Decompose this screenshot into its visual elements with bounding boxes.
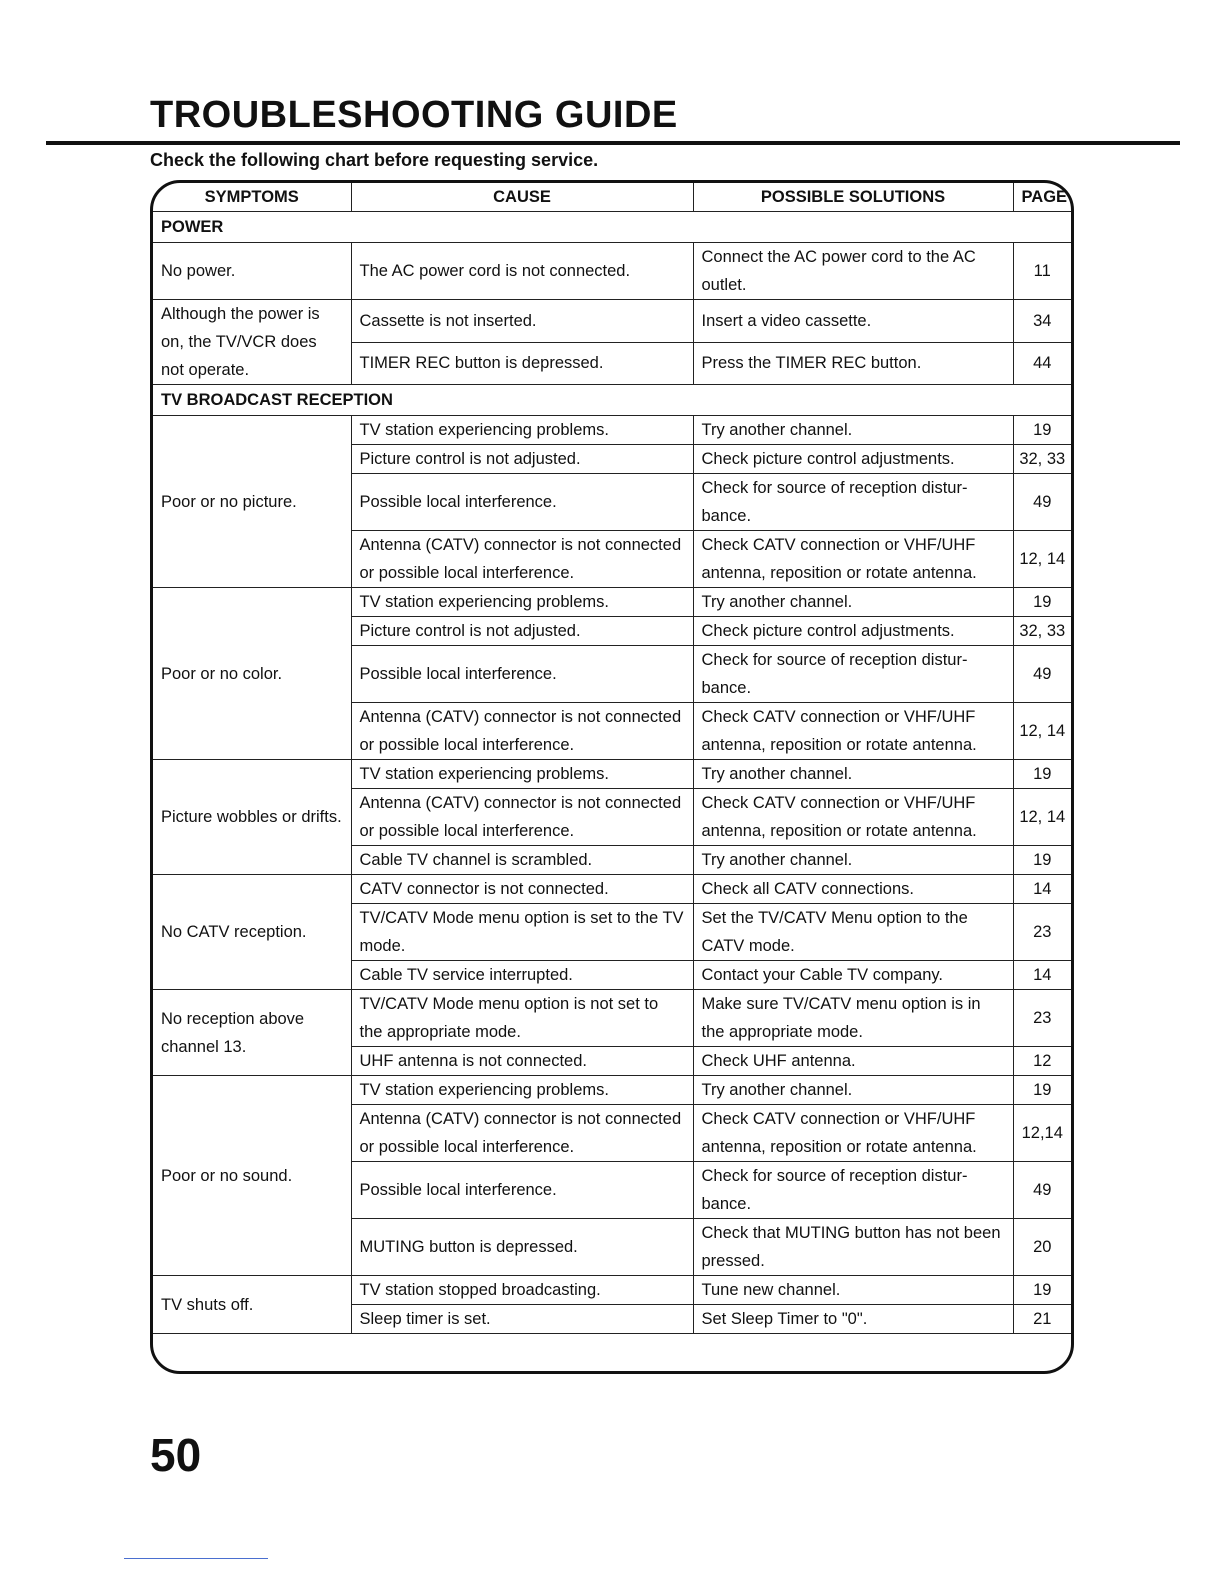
solution-cell: Tune new channel. <box>693 1276 1013 1305</box>
solution-cell: Try another channel. <box>693 1076 1013 1105</box>
symptom-cell: No reception above channel 13. <box>153 990 351 1076</box>
page-number: 50 <box>150 1429 202 1481</box>
solution-cell: Check picture control adjustments. <box>693 445 1013 474</box>
cause-cell: Cassette is not inserted. <box>351 300 693 343</box>
table-row <box>153 300 1071 343</box>
solution-cell: Press the TIMER REC button. <box>693 342 1013 385</box>
page-ref-cell: 20 <box>1013 1219 1071 1276</box>
solution-cell: Try another channel. <box>693 846 1013 875</box>
section-row <box>153 212 1071 243</box>
table-row <box>153 243 1071 300</box>
cause-cell: TV station experiencing problems. <box>351 588 693 617</box>
cause-cell: Antenna (CATV) connector is not connected or possible local interference. <box>351 531 693 588</box>
section-title: POWER <box>153 212 1071 243</box>
solution-cell: Try another channel. <box>693 588 1013 617</box>
solution-cell: Set Sleep Timer to "0". <box>693 1305 1013 1334</box>
header-solutions: POSSIBLE SOLUTIONS <box>693 183 1013 212</box>
symptom-cell: Although the power is on, the TV/VCR does not operate. <box>153 300 351 385</box>
header-symptoms: SYMPTOMS <box>153 183 351 212</box>
symptom-cell: TV shuts off. <box>153 1276 351 1334</box>
table-row <box>153 760 1071 789</box>
solution-cell: Try another channel. <box>693 760 1013 789</box>
page-ref-cell: 19 <box>1013 760 1071 789</box>
symptom-cell: No power. <box>153 243 351 300</box>
solution-cell: Check UHF antenna. <box>693 1047 1013 1076</box>
cause-cell: Picture control is not adjusted. <box>351 617 693 646</box>
troubleshooting-table <box>153 183 1071 1334</box>
solution-cell: Check for source of reception distur- bance. <box>693 1162 1013 1219</box>
page-ref-cell: 19 <box>1013 1276 1071 1305</box>
solution-cell: Check CATV connection or VHF/UHF antenna, reposition or rotate antenna. <box>693 1105 1013 1162</box>
table-row <box>153 416 1071 445</box>
cause-cell: Possible local interference. <box>351 1162 693 1219</box>
page-ref-cell: 19 <box>1013 846 1071 875</box>
cause-cell: TV station experiencing problems. <box>351 416 693 445</box>
solution-cell: Connect the AC power cord to the AC outlet. <box>693 243 1013 300</box>
header-page: PAGE <box>1013 183 1071 212</box>
solution-cell: Check that MUTING button has not been pressed. <box>693 1219 1013 1276</box>
page-ref-cell: 49 <box>1013 474 1071 531</box>
cause-cell: UHF antenna is not connected. <box>351 1047 693 1076</box>
cause-cell: Cable TV service interrupted. <box>351 961 693 990</box>
cause-cell: TIMER REC button is depressed. <box>351 342 693 385</box>
page-ref-cell: 12 <box>1013 1047 1071 1076</box>
cause-cell: TV/CATV Mode menu option is set to the TV mode. <box>351 904 693 961</box>
page-ref-cell: 44 <box>1013 342 1071 385</box>
solution-cell: Check picture control adjustments. <box>693 617 1013 646</box>
cause-cell: Cable TV channel is scrambled. <box>351 846 693 875</box>
solution-cell: Contact your Cable TV company. <box>693 961 1013 990</box>
page-ref-cell: 12, 14 <box>1013 531 1071 588</box>
solution-cell: Check for source of reception distur- bance. <box>693 474 1013 531</box>
table-row <box>153 588 1071 617</box>
page-ref-cell: 21 <box>1013 1305 1071 1334</box>
page-ref-cell: 49 <box>1013 646 1071 703</box>
solution-cell: Insert a video cassette. <box>693 300 1013 343</box>
page-ref-cell: 11 <box>1013 243 1071 300</box>
solution-cell: Check CATV connection or VHF/UHF antenna, reposition or rotate antenna. <box>693 703 1013 760</box>
cause-cell: The AC power cord is not connected. <box>351 243 693 300</box>
cause-cell: TV/CATV Mode menu option is not set to the appropriate mode. <box>351 990 693 1047</box>
page-ref-cell: 49 <box>1013 1162 1071 1219</box>
solution-cell: Make sure TV/CATV menu option is in the appropriate mode. <box>693 990 1013 1047</box>
solution-cell: Check CATV connection or VHF/UHF antenna, reposition or rotate antenna. <box>693 531 1013 588</box>
page-ref-cell: 19 <box>1013 416 1071 445</box>
cause-cell: Antenna (CATV) connector is not connected or possible local interference. <box>351 1105 693 1162</box>
table-row <box>153 875 1071 904</box>
cause-cell: CATV connector is not connected. <box>351 875 693 904</box>
symptom-cell: No CATV reception. <box>153 875 351 990</box>
section-row <box>153 385 1071 416</box>
subtitle: Check the following chart before requesting service. <box>150 150 599 170</box>
page-ref-cell: 34 <box>1013 300 1071 343</box>
symptom-cell: Poor or no sound. <box>153 1076 351 1276</box>
header-cause: CAUSE <box>351 183 693 212</box>
cause-cell: MUTING button is depressed. <box>351 1219 693 1276</box>
page-ref-cell: 32, 33 <box>1013 445 1071 474</box>
table-row <box>153 1276 1071 1305</box>
footer-line <box>124 1558 268 1559</box>
symptom-cell: Poor or no color. <box>153 588 351 760</box>
page-ref-cell: 19 <box>1013 1076 1071 1105</box>
solution-cell: Set the TV/CATV Menu option to the CATV mode. <box>693 904 1013 961</box>
page-ref-cell: 19 <box>1013 588 1071 617</box>
page-ref-cell: 14 <box>1013 875 1071 904</box>
solution-cell: Check for source of reception distur- bance. <box>693 646 1013 703</box>
cause-cell: TV station experiencing problems. <box>351 1076 693 1105</box>
page-ref-cell: 12,14 <box>1013 1105 1071 1162</box>
solution-cell: Try another channel. <box>693 416 1013 445</box>
troubleshooting-table-frame <box>150 180 1074 1374</box>
title-rule <box>46 141 1180 145</box>
cause-cell: Antenna (CATV) connector is not connected or possible local interference. <box>351 703 693 760</box>
cause-cell: Antenna (CATV) connector is not connected or possible local interference. <box>351 789 693 846</box>
page-ref-cell: 12, 14 <box>1013 789 1071 846</box>
table-row <box>153 990 1071 1047</box>
solution-cell: Check CATV connection or VHF/UHF antenna, reposition or rotate antenna. <box>693 789 1013 846</box>
cause-cell: Sleep timer is set. <box>351 1305 693 1334</box>
table-header-row <box>153 183 1071 212</box>
page-title: TROUBLESHOOTING GUIDE <box>150 94 678 136</box>
page-ref-cell: 14 <box>1013 961 1071 990</box>
symptom-cell: Poor or no picture. <box>153 416 351 588</box>
cause-cell: TV station experiencing problems. <box>351 760 693 789</box>
page-ref-cell: 23 <box>1013 990 1071 1047</box>
page-ref-cell: 32, 33 <box>1013 617 1071 646</box>
cause-cell: Possible local interference. <box>351 646 693 703</box>
cause-cell: Possible local interference. <box>351 474 693 531</box>
table-body <box>153 212 1071 1334</box>
table-row <box>153 1076 1071 1105</box>
solution-cell: Check all CATV connections. <box>693 875 1013 904</box>
section-title: TV BROADCAST RECEPTION <box>153 385 1071 416</box>
symptom-cell: Picture wobbles or drifts. <box>153 760 351 875</box>
page-ref-cell: 23 <box>1013 904 1071 961</box>
cause-cell: TV station stopped broadcasting. <box>351 1276 693 1305</box>
cause-cell: Picture control is not adjusted. <box>351 445 693 474</box>
page-ref-cell: 12, 14 <box>1013 703 1071 760</box>
